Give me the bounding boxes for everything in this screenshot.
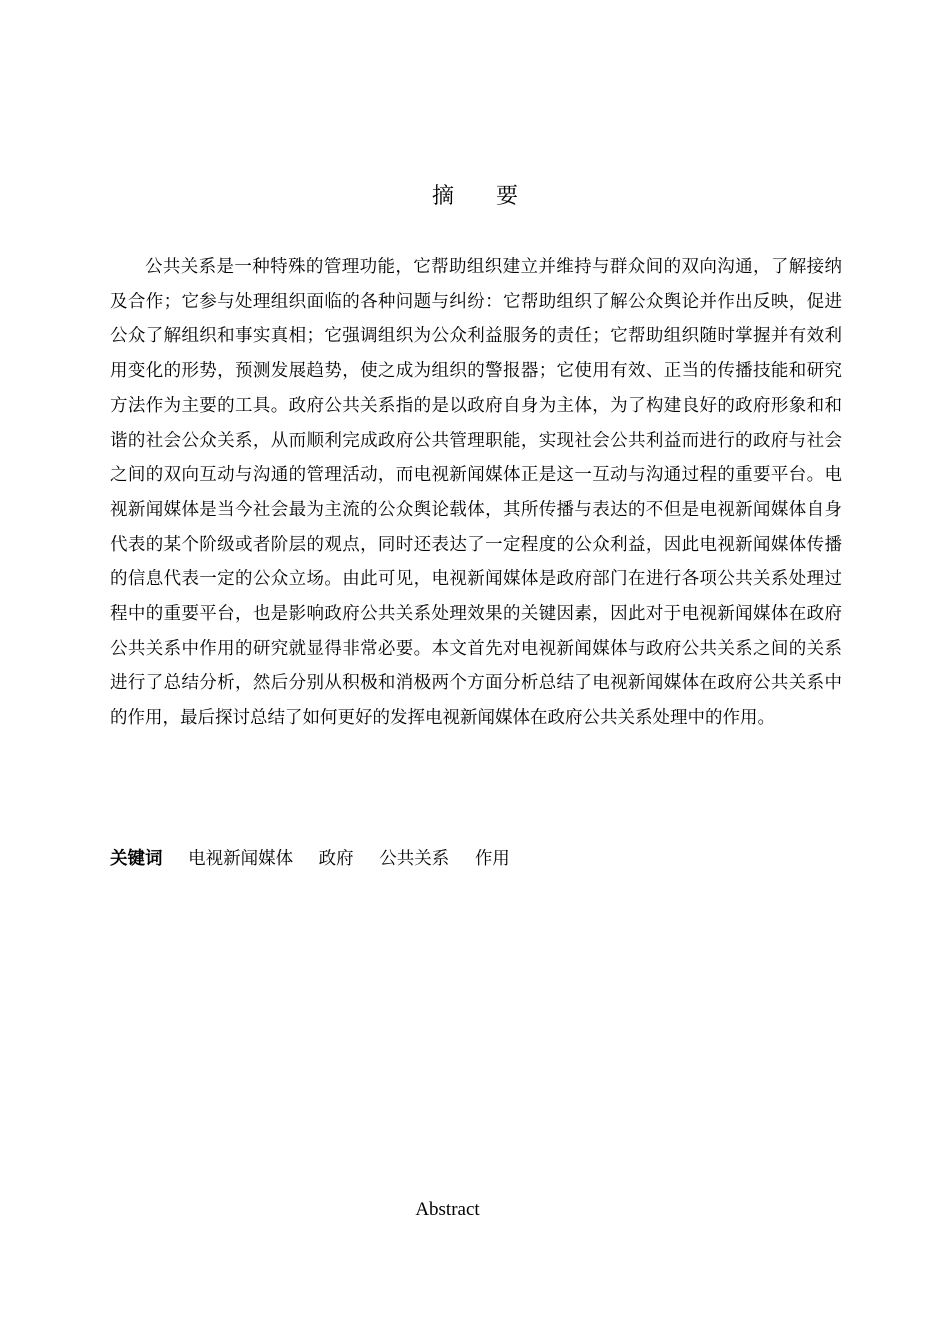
english-abstract-title: Abstract [415, 1199, 480, 1220]
keyword-item: 公共关系 [379, 849, 450, 869]
keywords-label: 关键词 [110, 849, 163, 869]
keywords-line [110, 842, 842, 876]
keyword-item: 政府 [318, 849, 354, 869]
abstract-paragraph: 公共关系是一种特殊的管理功能，它帮助组织建立并维持与群众间的双向沟通，了解接纳及合作；它参与处理组织面临的各种问题与纠纷：它帮助组织了解公众舆论并作出反映，促进公众了解组织和事实真相；它强调组织为公众利益服务的责任；它帮助组织随时掌握并有效利用变化的形势，预测发展趋势，使之成为组织的警报器；它使用有效、正当的传播技能和研究方法作为主要的工具。政府公共关系指的是以政府自身为主体，为了构建良好的政府形象和和谐的社会公众关系，从而顺利完成政府公共管理职能，实现社会公共利益而进行的政府与社会之间的双向互动与沟通的管理活动，而电视新闻媒体正是这一互动与沟通过程的重要平台。电视新闻媒体是当今社会最为主流的公众舆论载体，其所传播与表达的不但是电视新闻媒体自身代表的某个阶级或者阶层的观点，同时还表达了一定程度的公众利益，因此电视新闻媒体传播的信息代表一定的公众立场。由此可见，电视新闻媒体是政府部门在进行各项公共关系处理过程中的重要平台，也是影响政府公共关系处理效果的关键因素，因此对于电视新闻媒体在政府公共关系中作用的研究就显得非常必要。本文首先对电视新闻媒体与政府公共关系之间的关系进行了总结分析，然后分别从积极和消极两个方面分析总结了电视新闻媒体在政府公共关系中的作用，最后探讨总结了如何更好的发挥电视新闻媒体在政府公共关系处理中的作用。 [110, 257, 842, 729]
keyword-item: 电视新闻媒体 [188, 849, 294, 869]
keyword-item: 作用 [474, 849, 510, 869]
abstract-title: 摘要 [431, 184, 560, 209]
